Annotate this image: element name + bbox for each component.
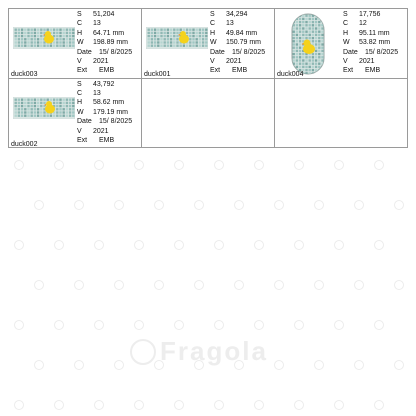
- design-thumbnail[interactable]: [13, 27, 75, 49]
- design-filename: duck003: [11, 71, 38, 78]
- stitch-count: 51,204: [93, 11, 115, 18]
- version-value: 2021: [226, 58, 242, 66]
- design-filename: duck001: [144, 71, 171, 78]
- empty-cell: [142, 79, 275, 149]
- width-value: 179.19 mm: [93, 108, 129, 116]
- watermark-text: Fragola: [160, 336, 268, 366]
- color-count: 12: [359, 20, 367, 28]
- stitch-count: 17,756: [359, 11, 381, 18]
- design-thumbnail[interactable]: [291, 13, 325, 75]
- date-value: 15/ 8/2025: [232, 48, 266, 56]
- extension-value: EMB: [99, 136, 115, 144]
- watermark-logo: [130, 336, 268, 367]
- design-thumbnail[interactable]: [13, 97, 75, 119]
- design-filename: duck004: [277, 71, 304, 78]
- stitch-count: 43,792: [93, 80, 115, 88]
- design-thumbnail[interactable]: [146, 27, 208, 49]
- design-grid: [8, 8, 408, 148]
- height-value: 49.84 mm: [226, 29, 258, 37]
- version-value: 2021: [93, 58, 109, 66]
- design-cell-duck004[interactable]: [275, 9, 408, 79]
- extension-value: EMB: [365, 67, 381, 75]
- version-value: 2021: [93, 127, 109, 135]
- version-value: 2021: [359, 58, 375, 66]
- color-count: 13: [93, 20, 101, 28]
- height-value: 64.71 mm: [93, 29, 125, 37]
- watermark-logo-icon: [130, 339, 156, 365]
- date-value: 15/ 8/2025: [99, 48, 133, 56]
- width-value: 198.89 mm: [93, 39, 129, 47]
- stitch-count: 34,294: [226, 11, 248, 18]
- extension-value: EMB: [232, 67, 248, 75]
- color-count: 13: [93, 89, 101, 97]
- height-value: 58.62 mm: [93, 99, 125, 107]
- design-specs: S 34,294 C 13 H 49.84 mm W 150.79 mm Date 15/ 8/2025 V 2021 Ext EMB: [210, 11, 266, 75]
- design-cell-duck001[interactable]: [142, 9, 275, 79]
- date-value: 15/ 8/2025: [99, 118, 133, 126]
- design-filename: duck002: [11, 140, 38, 148]
- width-value: 53.82 mm: [359, 39, 391, 47]
- design-specs: S 17,756 C 12 H 95.11 mm W 53.82 mm Date 15/ 8/2025 V 2021 Ext EMB: [343, 11, 399, 75]
- color-count: 13: [226, 20, 234, 28]
- date-value: 15/ 8/2025: [365, 48, 399, 56]
- height-value: 95.11 mm: [359, 29, 390, 37]
- design-specs: S 51,204 C 13 H 64.71 mm W 198.89 mm Date 15/ 8/2025 V 2021 Ext EMB: [77, 11, 133, 75]
- design-cell-duck002[interactable]: [9, 79, 142, 149]
- width-value: 150.79 mm: [226, 39, 262, 47]
- empty-cell: [275, 79, 408, 149]
- design-cell-duck003[interactable]: [9, 9, 142, 79]
- design-specs: S 43,792 C 13 H 58.62 mm W 179.19 mm Date 15/ 8/2025 V 2021 Ext EMB: [77, 80, 133, 144]
- extension-value: EMB: [99, 67, 115, 75]
